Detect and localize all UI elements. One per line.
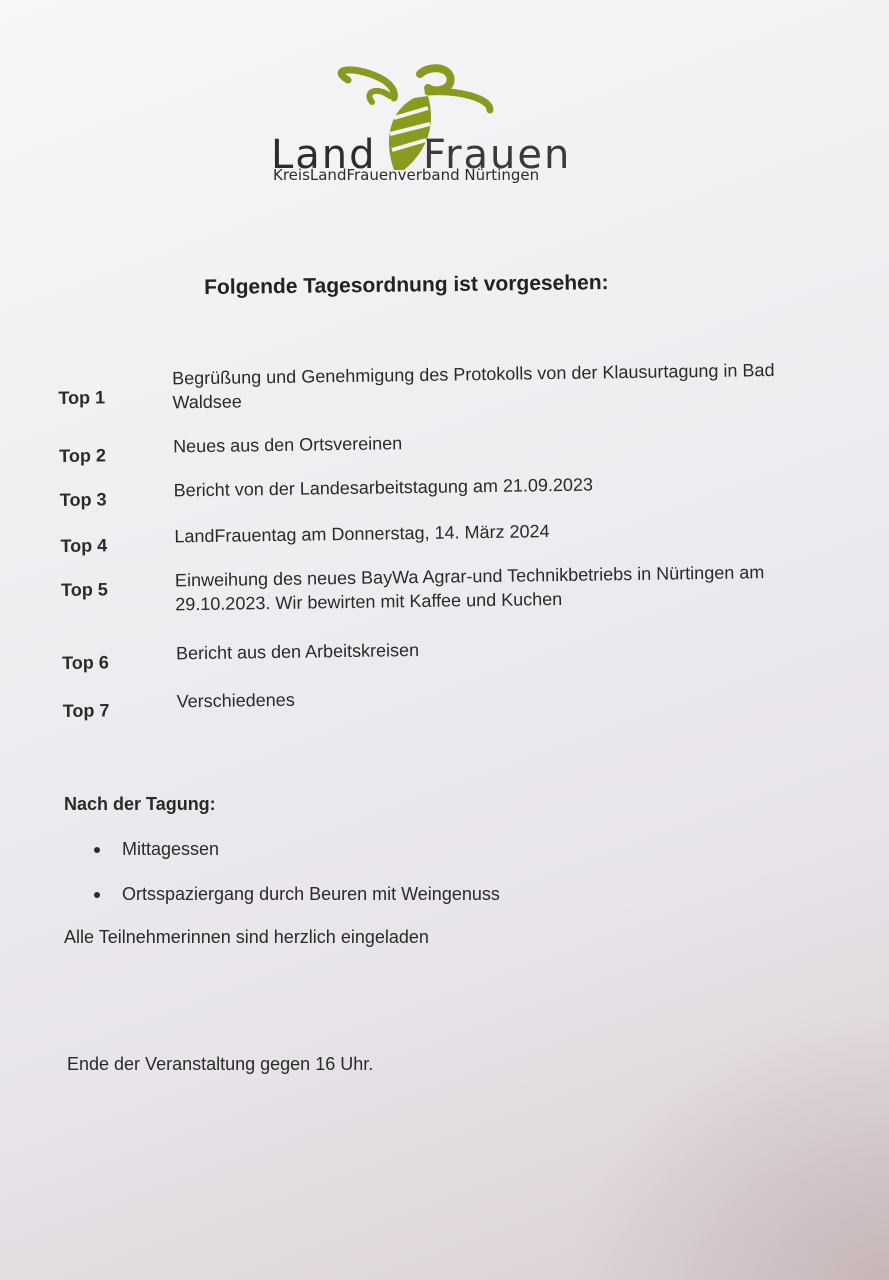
bullet-icon <box>94 892 100 898</box>
agenda-item-text: LandFrauentag am Donnerstag, 14. März 2024 <box>174 521 550 547</box>
logo-word-land: Land <box>271 132 377 178</box>
agenda-item-label: Top 2 <box>59 445 107 466</box>
agenda-item-top-4 <box>60 515 840 556</box>
agenda-item-top-3 <box>59 469 840 510</box>
agenda-item-label: Top 7 <box>62 700 110 721</box>
after-meeting-title: Nach der Tagung: <box>64 794 216 814</box>
invitation-text: Alle Teilnehmerinnen sind herzlich eingeladen <box>64 927 429 947</box>
agenda-item-top-1 <box>58 357 839 416</box>
logo-word-frauen: Frauen <box>423 132 572 178</box>
agenda-list <box>58 357 843 721</box>
bullet-icon <box>94 847 100 853</box>
list-item <box>64 839 824 860</box>
page-title: Folgende Tagesordnung ist vorgesehen: <box>204 271 609 299</box>
agenda-item-text: Bericht aus den Arbeitskreisen <box>175 639 420 664</box>
list-item <box>64 884 824 905</box>
agenda-item-label: Top 1 <box>58 387 106 408</box>
agenda-item-top-2 <box>59 425 839 466</box>
after-meeting-list <box>64 839 824 905</box>
after-meeting-section <box>64 794 824 948</box>
agenda-item-top-5 <box>61 559 842 618</box>
list-item-text: Ortsspaziergang durch Beuren mit Weingenuss <box>122 884 500 904</box>
list-item-text: Mittagessen <box>122 839 220 859</box>
agenda-item-top-6 <box>61 632 842 673</box>
agenda-item-text: Begrüßung und Genehmigung des Protokolls von der Klausurtagung in Bad Waldsee <box>172 359 775 413</box>
closing-text: Ende der Veranstaltung gegen 16 Uhr. <box>67 1054 374 1074</box>
landfrauen-logo <box>268 62 588 192</box>
agenda-item-text: Bericht von der Landesarbeitstagung am 21.09.2023 <box>173 474 594 501</box>
agenda-item-label: Top 3 <box>59 489 107 510</box>
agenda-item-text: Einweihung des neues BayWa Agrar-und Technikbetriebs in Nürtingen am 29.10.2023. Wir bewirten mit Kaffee und Kuchen <box>174 562 765 615</box>
agenda-item-top-7 <box>62 680 843 721</box>
agenda-item-text: Verschiedenes <box>176 689 295 712</box>
agenda-item-label: Top 6 <box>61 652 109 673</box>
agenda-item-text: Neues aus den Ortsvereinen <box>172 433 403 457</box>
logo-subtitle: KreisLandFrauenverband Nürtingen <box>273 166 540 184</box>
paper-shadow <box>569 1000 889 1280</box>
agenda-item-label: Top 4 <box>60 535 108 556</box>
agenda-item-label: Top 5 <box>60 579 108 600</box>
